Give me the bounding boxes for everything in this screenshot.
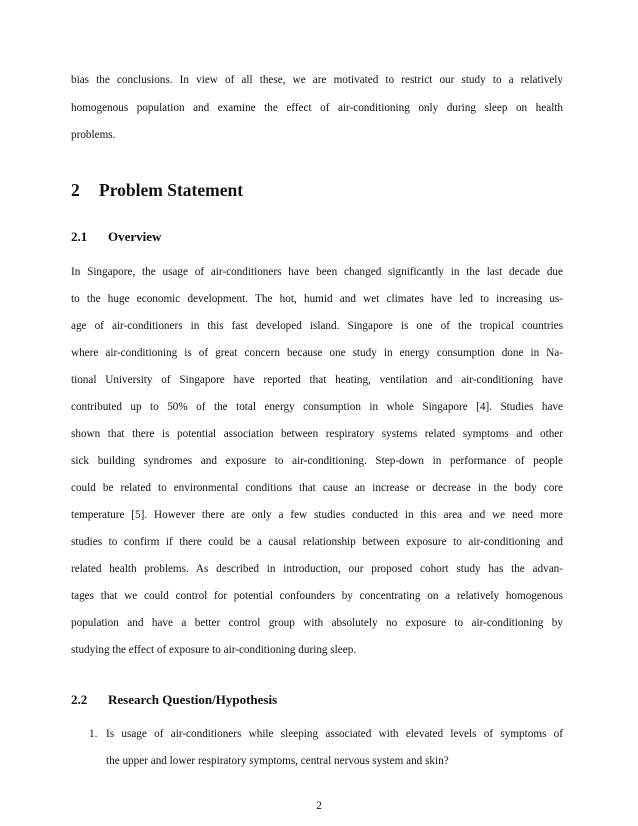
text-line: could be related to environmental conditions that cause an increase or decrease in the body core bbox=[71, 482, 563, 494]
text-line: to the huge economic development. The hot, humid and wet climates have led to increasing us- bbox=[71, 293, 563, 305]
text-line: shown that there is potential association between respiratory systems related symptoms and other bbox=[71, 428, 563, 440]
subsection-title: Overview bbox=[108, 229, 162, 244]
text-line: problems. bbox=[71, 129, 116, 141]
subsection-heading-research bbox=[71, 692, 277, 708]
text-line: population and have a better control group with absolutely no exposure to air-conditioning by bbox=[71, 617, 563, 629]
page-number: 2 bbox=[316, 800, 322, 812]
text-line: contributed up to 50% of the total energy consumption in whole Singapore [4]. Studies have bbox=[71, 401, 563, 413]
subsection-number: 2.1 bbox=[71, 229, 88, 244]
list-item-line: the upper and lower respiratory symptoms, central nervous system and skin? bbox=[106, 755, 449, 767]
subsection-heading-overview bbox=[71, 229, 161, 245]
list-item-marker: 1. bbox=[89, 728, 98, 740]
text-line: where air-conditioning is of great concern because one study in energy consumption done in Na- bbox=[71, 347, 563, 359]
text-line: tages that we could control for potential confounders by concentrating on a relatively homogenous bbox=[71, 590, 563, 602]
text-line: age of air-conditioners in this fast developed island. Singapore is one of the tropical countries bbox=[71, 320, 563, 332]
subsection-title: Research Question/Hypothesis bbox=[108, 692, 278, 707]
section-heading bbox=[71, 179, 243, 201]
text-line: related health problems. As described in introduction, our proposed cohort study has the advan- bbox=[71, 563, 563, 575]
subsection-number: 2.2 bbox=[71, 692, 88, 707]
section-title: Problem Statement bbox=[99, 180, 244, 200]
text-line: sick building syndromes and exposure to air-conditioning. Step-down in performance of people bbox=[71, 455, 563, 467]
text-line: tional University of Singapore have reported that heating, ventilation and air-conditioning have bbox=[71, 374, 563, 386]
text-line: studying the effect of exposure to air-conditioning during sleep. bbox=[71, 644, 357, 656]
text-line: studies to confirm if there could be a causal relationship between exposure to air-conditioning and bbox=[71, 536, 563, 548]
list-item-line: Is usage of air-conditioners while sleeping associated with elevated levels of symptoms of bbox=[106, 728, 563, 740]
section-number: 2 bbox=[71, 180, 80, 200]
text-line: bias the conclusions. In view of all these, we are motivated to restrict our study to a relatively bbox=[71, 74, 563, 86]
text-line: temperature [5]. However there are only a few studies conducted in this area and we need more bbox=[71, 509, 563, 521]
text-line: In Singapore, the usage of air-conditioners have been changed significantly in the last decade due bbox=[71, 266, 563, 278]
text-line: homogenous population and examine the effect of air-conditioning only during sleep on health bbox=[71, 102, 563, 114]
